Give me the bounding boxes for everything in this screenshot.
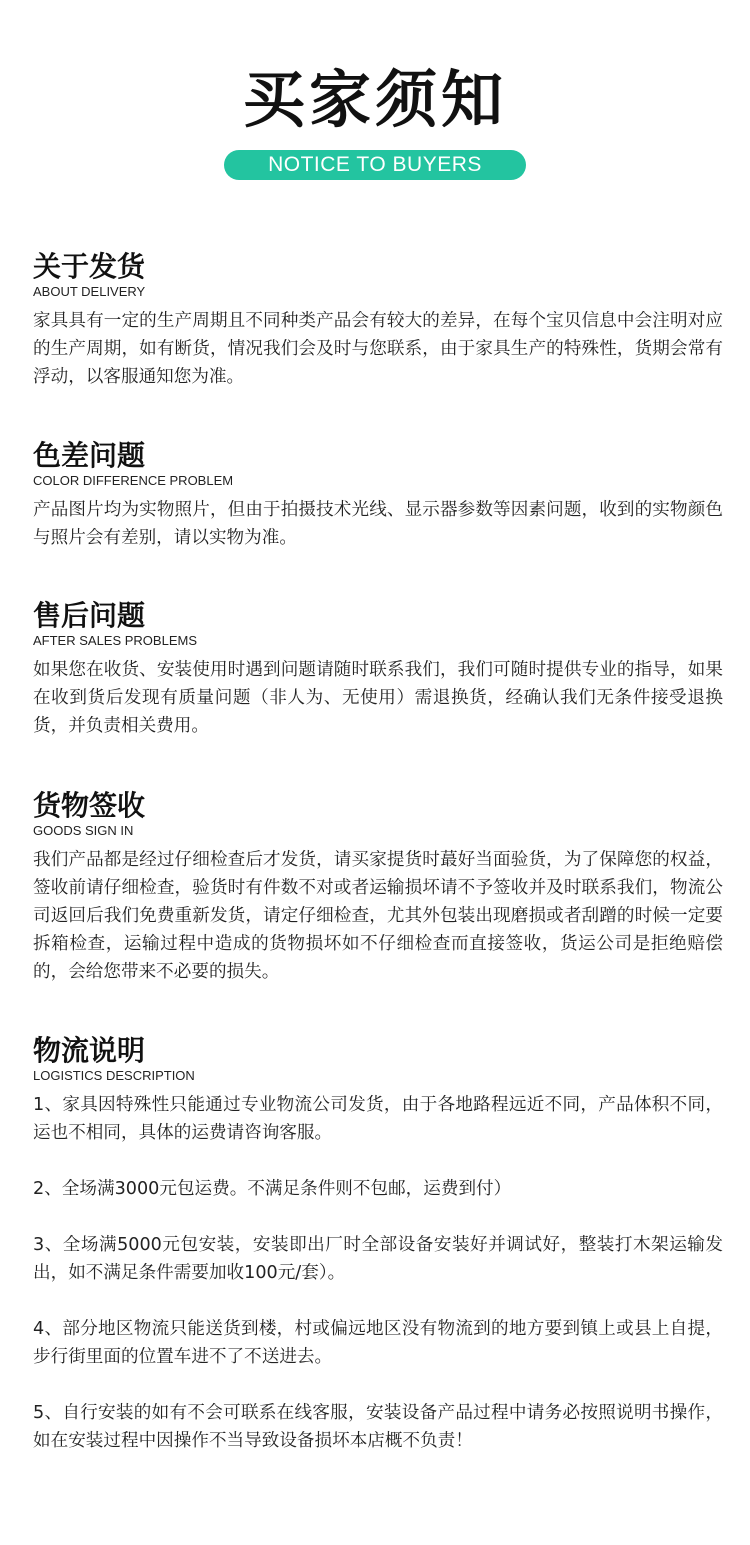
section-about-delivery (33, 250, 723, 391)
section-title: 售后问题 (33, 599, 146, 632)
section-goods-sign-in (33, 789, 723, 986)
section-paragraph: 产品图片均为实物照片，但由于拍摄技术光线、显示器参数等因素问题，收到的实物颜色与照片会有差别，请以实物为准。 (33, 500, 723, 548)
logistics-item-4: 4、部分地区物流只能送货到楼，村或偏远地区没有物流到的地方要到镇上或县上自提，步行街里面的位置车进不了不送进去。 (33, 1319, 723, 1367)
section-title: 物流说明 (33, 1034, 146, 1067)
section-color-difference (33, 439, 723, 552)
subtitle-badge: NOTICE TO BUYERS (224, 150, 526, 180)
section-subtitle: AFTER SALES PROBLEMS (33, 633, 197, 648)
section-logistics (33, 1034, 723, 1455)
section-paragraph: 如果您在收货、安装使用时遇到问题请随时联系我们，我们可随时提供专业的指导，如果在收到货后发现有质量问题（非人为、无使用）需退换货，经确认我们无条件接受退换货，并负责相关费用。 (33, 660, 723, 736)
section-after-sales (33, 599, 723, 740)
logistics-item-1: 1、家具因特殊性只能通过专业物流公司发货，由于各地路程远近不同，产品体积不同，运也不相同，具体的运费请咨询客服。 (33, 1095, 723, 1143)
section-paragraph: 家具具有一定的生产周期且不同种类产品会有较大的差异，在每个宝贝信息中会注明对应的生产周期，如有断货，情况我们会及时与您联系，由于家具生产的特殊性，货期会常有浮动，以客服通知您为准。 (33, 311, 723, 387)
logistics-item-2: 2、全场满3000元包运费。不满足条件则不包邮，运费到付） (33, 1179, 512, 1199)
section-paragraph: 我们产品都是经过仔细检查后才发货，请买家提货时蕞好当面验货，为了保障您的权益，签收前请仔细检查，验货时有件数不对或者运输损坏请不予签收并及时联系我们，物流公司返回后我们免费重新发货，请定仔细检查，尤其外包装出现磨损或者刮蹭的时候一定要拆箱检查，运输过程中造成的货物损坏如不仔细检查而直接签收，货运公司是拒绝赔偿的，会给您带来不必要的损失。 (33, 850, 723, 982)
page-title: 买家须知 (242, 63, 507, 136)
section-subtitle: GOODS SIGN IN (33, 823, 134, 838)
logistics-item-3: 3、全场满5000元包安装，安装即出厂时全部设备安装好并调试好，整装打木架运输发出，如不满足条件需要加收100元/套）。 (33, 1235, 723, 1283)
section-subtitle: ABOUT DELIVERY (33, 284, 146, 299)
section-title: 货物签收 (33, 789, 146, 822)
section-subtitle: COLOR DIFFERENCE PROBLEM (33, 473, 234, 488)
section-title: 关于发货 (33, 250, 146, 283)
logistics-item-5: 5、自行安装的如有不会可联系在线客服，安装设备产品过程中请务必按照说明书操作，如在安装过程中因操作不当导致设备损坏本店概不负责！ (33, 1403, 723, 1451)
section-title: 色差问题 (33, 439, 146, 472)
section-subtitle: LOGISTICS DESCRIPTION (33, 1068, 195, 1083)
